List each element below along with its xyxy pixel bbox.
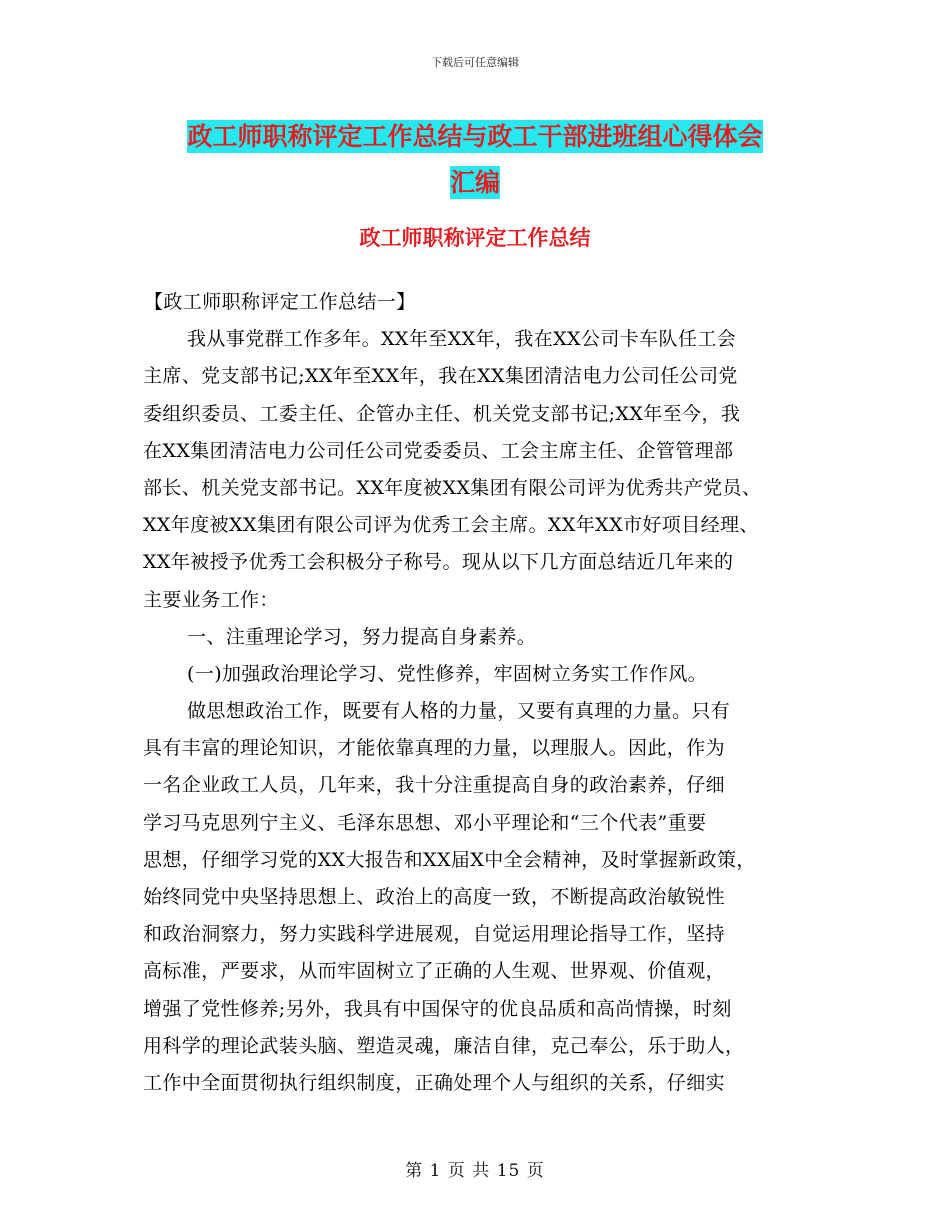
body-line: 用科学的理论武装头脑、塑造灵魂，廉洁自律，克己奉公，乐于助人， xyxy=(143,1034,745,1057)
body-line: 主要业务工作： xyxy=(143,588,279,611)
body-line: 在XX集团清洁电力公司任公司党委委员、工会主席主任、企管管理部 xyxy=(143,439,734,462)
body-line: XX年被授予优秀工会积极分子称号。现从以下几方面总结近几年来的 xyxy=(143,551,734,574)
body-line: 高标准，严要求，从而牢固树立了正确的人生观、世界观、价值观， xyxy=(143,960,726,983)
body-line: 主席、党支部书记;XX年至XX年，我在XX集团清洁电力公司任公司党 xyxy=(143,365,738,388)
body-line: 增强了党性修养;另外，我具有中国保守的优良品质和高尚情操，时刻 xyxy=(143,997,732,1020)
body-line: 和政治洞察力，努力实践科学进展观，自觉运用理论指导工作，坚持 xyxy=(143,923,726,946)
body-line: 工作中全面贯彻执行组织制度，正确处理个人与组织的关系，仔细实 xyxy=(143,1071,726,1094)
header-note: 下载后可任意编辑 xyxy=(431,56,519,69)
body-line: 学习马克思列宁主义、毛泽东思想、邓小平理论和“三个代表”重要 xyxy=(143,811,707,834)
document-title-line-2: 汇编 xyxy=(449,168,500,197)
body-line: XX年度被XX集团有限公司评为优秀工会主席。XX年XX市好项目经理、 xyxy=(143,514,759,537)
document-body xyxy=(143,284,833,1102)
document-title xyxy=(0,114,950,206)
body-line: 做思想政治工作，既要有人格的力量，又要有真理的力量。只有 xyxy=(187,700,731,723)
page-number: 第 1 页 共 15 页 xyxy=(405,1161,545,1181)
body-line: 始终同党中央坚持思想上、政治上的高度一致，不断提高政治敏锐性 xyxy=(143,886,726,908)
body-line: 思想，仔细学习党的XX大报告和XX届X中全会精神，及时掌握新政策， xyxy=(143,848,756,871)
section-label: 【政工师职称评定工作总结一】 xyxy=(144,291,416,313)
body-line: 委组织委员、工委主任、企管办主任、机关党支部书记;XX年至今，我 xyxy=(143,402,741,425)
body-line: 一名企业政工人员，几年来，我十分注重提高自身的政治素养，仔细 xyxy=(143,774,726,797)
body-line: 我从事党群工作多年。XX年至XX年，我在XX公司卡车队任工会 xyxy=(187,328,737,351)
document-title-line-1: 政工师职称评定工作总结与政工干部进班组心得体会 xyxy=(187,122,763,151)
body-line: 具有丰富的理论知识，才能依靠真理的力量，以理服人。因此，作为 xyxy=(143,737,726,760)
paragraph-lines xyxy=(143,321,833,1102)
body-line: 部长、机关党支部书记。XX年度被XX集团有限公司评为优秀共产党员、 xyxy=(143,476,762,499)
body-line: 一、注重理论学习，努力提高自身素养。 xyxy=(187,625,537,648)
body-line: (一)加强政治理论学习、党性修养，牢固树立务实工作作风。 xyxy=(187,662,708,685)
section-title: 政工师职称评定工作总结 xyxy=(359,226,591,250)
